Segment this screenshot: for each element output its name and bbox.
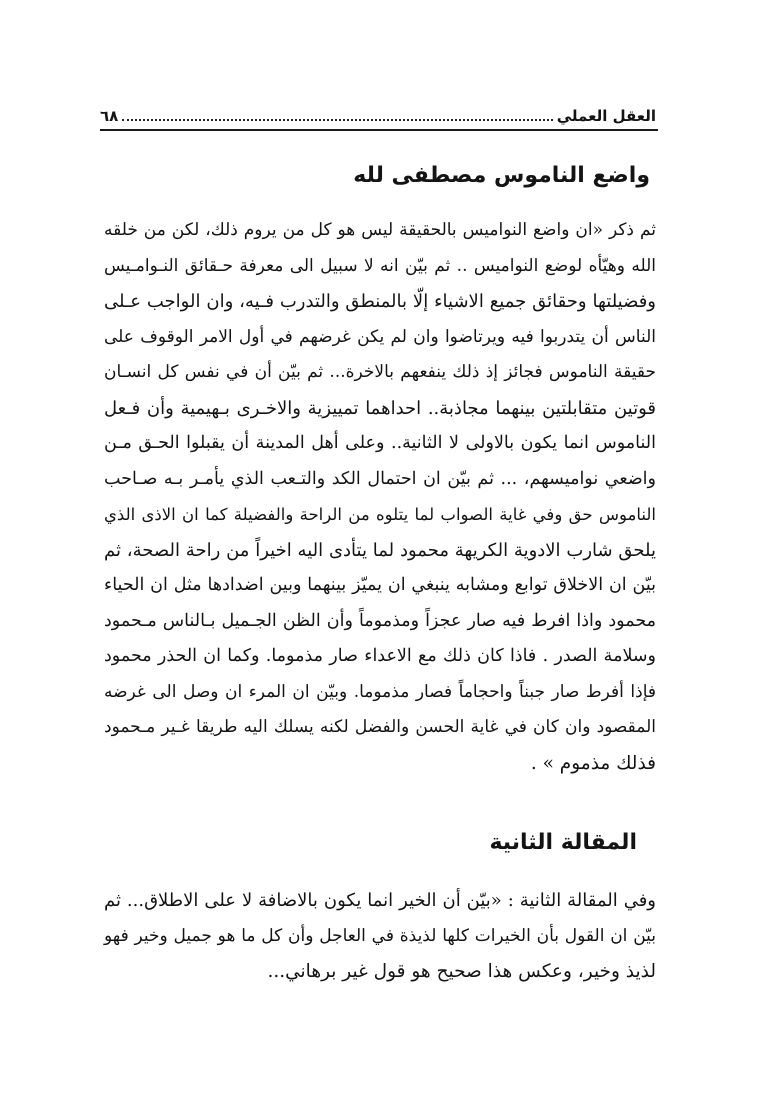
section-heading: واضع الناموس مصطفى لله [353,163,650,188]
body-paragraph [104,213,656,781]
text-line: ثم ذكر «ان واضع النواميس بالحقيقة ليس هو كل من يروم ذلك، لكن من خلقه [104,220,656,240]
text-line: وفي المقالة الثانية : «بيّن أن الخير انما يكون بالاضافة لا على الاطلاق... ثم [104,890,656,911]
section-heading: المقالة الثانية [489,830,637,855]
text-line: بيّن ان القول بأن الخيرات كلها لذيذة في العاجل وأن كل ما هو جميل وخير فهو [104,925,656,946]
running-header [100,103,656,125]
text-line: يلحق شارب الادوية الكريهة محمود لما يتأدى اليه اخيراً من راحة الصحة، ثم [104,539,656,561]
body-paragraph [104,883,656,990]
text-line: لذيذ وخير، وعكس هذا صحيح هو قول غير برهاني... [267,961,656,982]
text-line: الناموس انما يكون بالاولى لا الثانية.. وعلى أهل المدينة أن يقبلوا الحـق مـن [104,433,656,453]
text-line: فإذا أفرط صار جبناً واحجاماً فصار مذموما. وبيّن ان المرء ان وصل الى غرضه [104,681,656,702]
text-line: المقصود وان كان في غاية الحسن والفضل لكنه يسلك اليه طريقا غـير مـحمود [104,717,656,737]
text-line: بيّن ان الاخلاق توابع ومشابه ينبغي ان يميّز بينهما وبين اضدادها مثل ان الحياء [104,575,656,595]
text-line: حقيقة الناموس فجائز إذ ذلك ينفعهم بالاخرة... ثم بيّن أن في نفس كل انسـان [104,362,656,382]
text-line: وسلامة الصدر . فاذا كان ذلك مع الاعداء صار مذموما. وكما ان الحذر محمود [104,646,656,666]
text-line: فذلك مذموم » . [530,752,656,774]
header-rule [100,129,658,131]
running-title: العقل العملي [556,107,656,125]
text-line: الناموس حق وفي غاية الصواب لما يتلوه من الراحة والفضيلة كما ان الاذى الذي [104,505,656,524]
text-line: محمود واذا افرط فيه صار عجزاً ومذموماً وأن الظن الجـميل بـالناس مـحمود [104,610,656,631]
text-line: وفضيلتها وحقائق جميع الاشياء إلّا بالمنطق والتدرب فـيه، وان الواجب عـلى [104,291,656,312]
text-line: قوتين متقابلتين بينهما مجاذبة.. احداهما تمييزية والاخـرى بـهيمية وأن فـعل [104,397,656,419]
text-line: الله وهيّأه لوضع النواميس .. ثم بيّن انه لا سبيل الى معرفة حـقائق النـوامـيس [104,255,656,276]
dotted-leader [122,119,552,121]
page-number: ٦٨ [100,107,119,125]
text-line: الناس أن يتدربوا فيه ويرتاضوا وان لم يكن غرضهم في أول الامر الوقوف على [104,326,656,347]
text-line: واضعي نواميسهم، ... ثم بيّن ان احتمال الكد والتـعب الذي يأمـر بـه صـاحب [104,468,656,489]
